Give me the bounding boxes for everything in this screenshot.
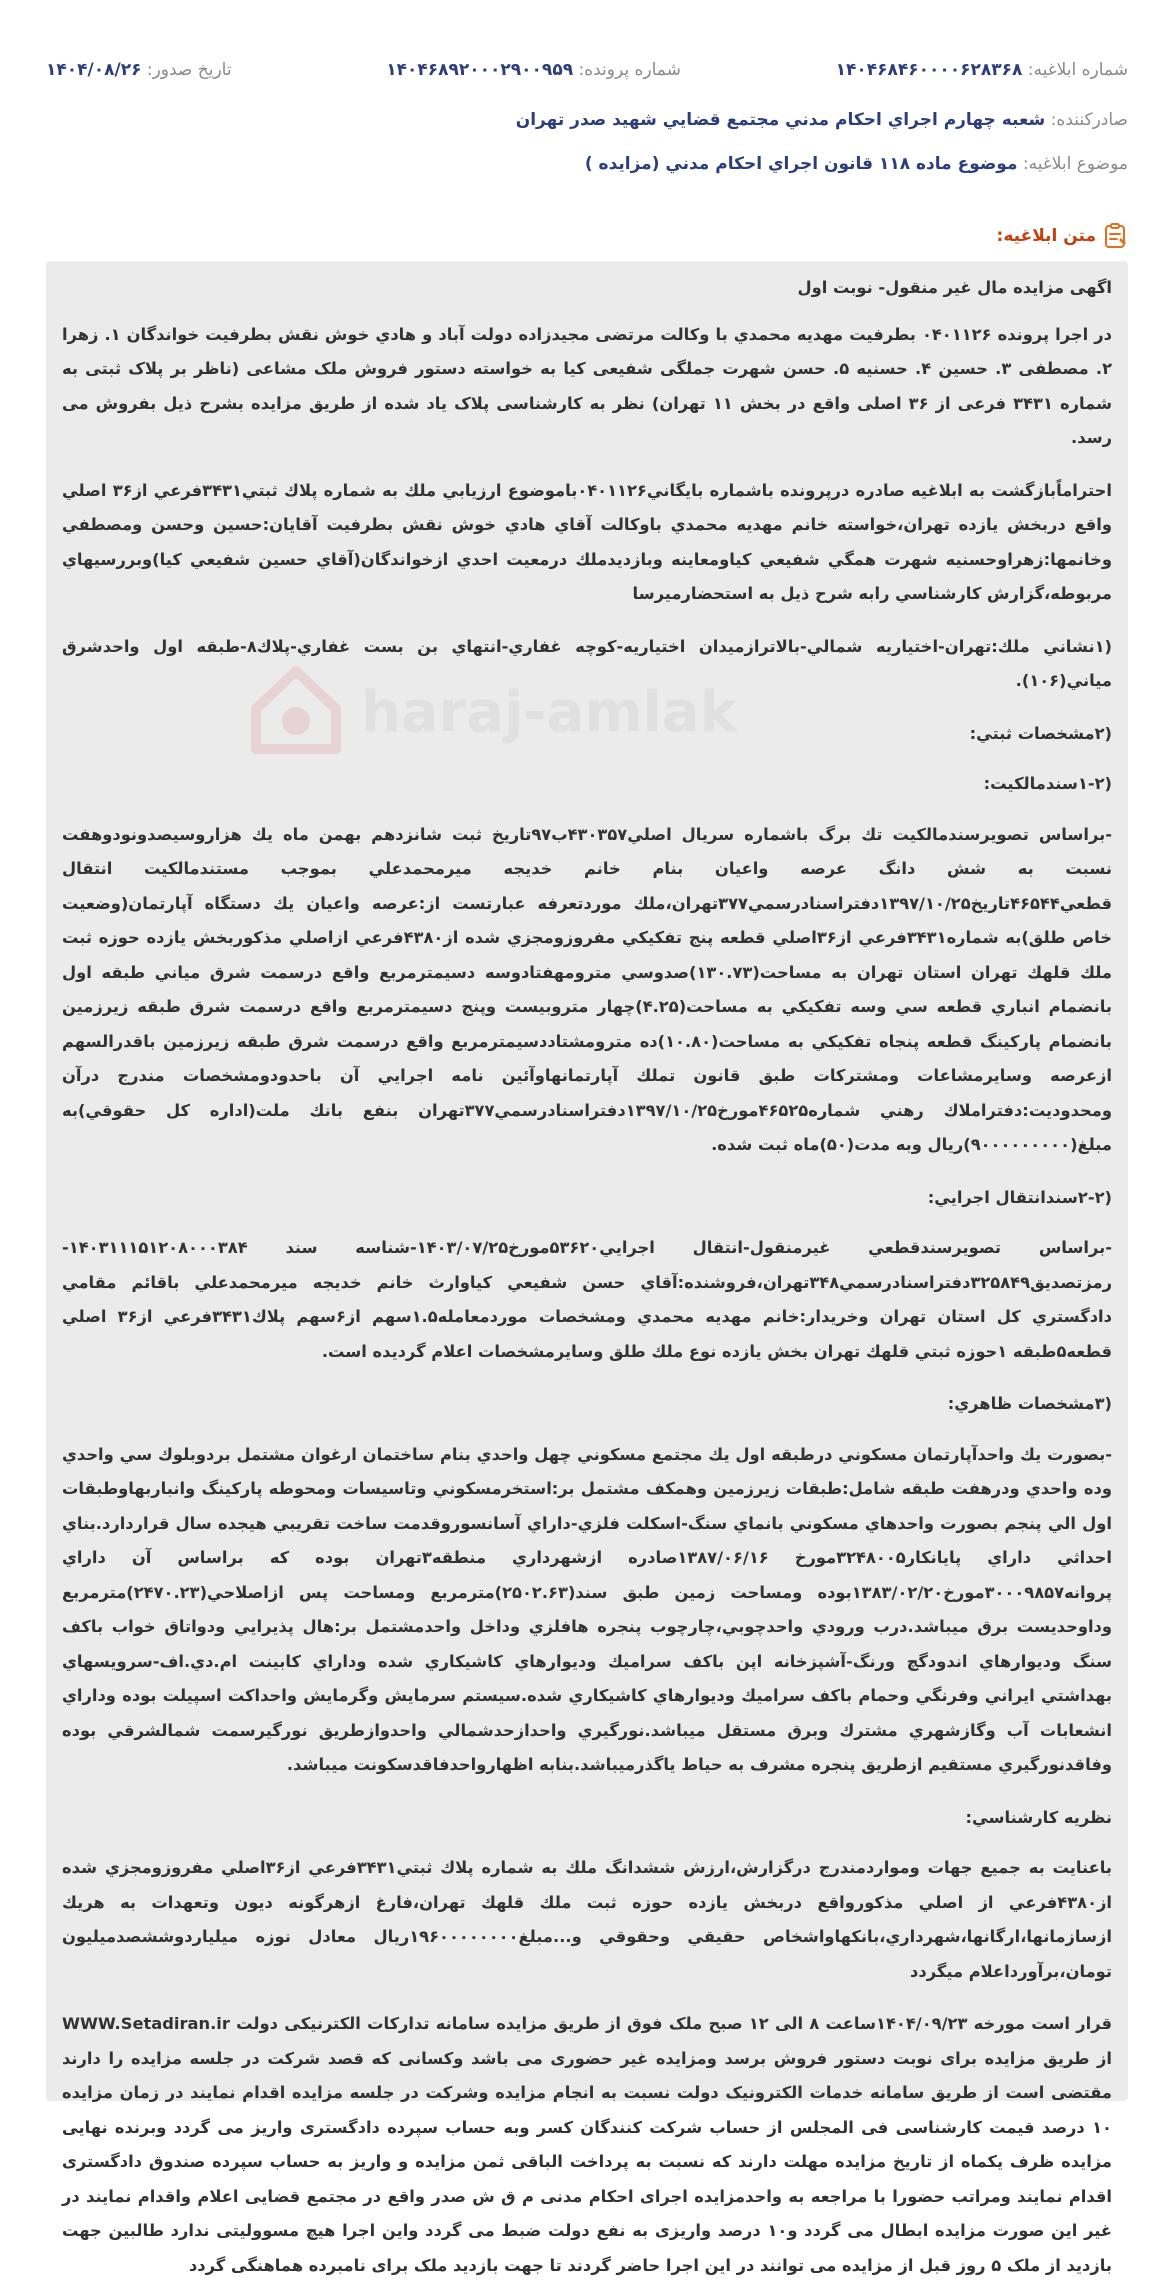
notice-number bbox=[836, 60, 1128, 80]
physical-specs-text: -بصورت يك واحدآپارتمان مسكوني درطبقه اول يك مجتمع مسكوني چهل واحدي بنام ساختمان ارغوان مشتمل بردوبلوك سي واحدي وده واحدي ودرهفت طبقه شامل:طبقات زيرزمين وهمكف مشتمل بر:استخرمسكوني وتاسيسات ومحوطه پاركينگ وانباربهاوطبقات اول الي پنجم بصورت واحدهاي مسكوني بانماي سنگ-اسكلت فلزي-داراي آسانسوروقدمت ساخت تقريبي هيجده سال قراردارد.بناي احداثي داراي پايانكار۳۲۴۸۰۰۵مورخ ۱۳۸۷/۰۶/۱۶صادره ازشهرداري منطقه۳تهران بوده كه براساس آن داراي پروانه۳۰۰۰۹۸۵۷مورخ۱۳۸۳/۰۲/۲۰بوده ومساحت زمين طبق سند(۲۵۰۲.۶۳)مترمربع ومساحت پس ازاصلاحي(۲۴۷۰.۲۳)مترمربع وداوحديست برق ميباشد.درب ورودي واحدچوبي،چارچوب پنجره هافلزي وداخل واحدمشتمل بر:هال پذيرايي ودواتاق خواب باكف سنگ وديوارهاي اندودگچ ورنگ-آشپزخانه اپن باكف سراميك وديوارهاي كاشيكاري شده وداراي كابينت ام.دي.اف-سرويسهاي بهداشتي ايراني وفرنگي وحمام باكف سراميك وديوارهاي كاشيكاري شده.سيستم سرمايش وگرمايش واحداكت اسپيلت بوده وداراي انشعابات آب وگازشهري مشترك وبرق مستقل ميباشد.نورگيري واحدازحدشمالي واحدوازطريق نورگيرسمت شمالشرقي بوده وفاقدنورگيري مستقيم ازطريق پنجره مشرف به حياط ياگذرميباشد.بنابه اظهارواحدفاقدسكونت ميباشد. bbox=[62, 1444, 1112, 1774]
document-text-icon bbox=[1104, 223, 1128, 249]
issue-date-label: تاریخ صدور: bbox=[146, 60, 232, 80]
issuer-line bbox=[46, 105, 1128, 135]
execution-transfer-text: -براساس تصويرسندقطعي غيرمنقول-انتقال اجرايي۵۳۶۲۰مورخ۱۴۰۳/۰۷/۲۵-شناسه سند ۱۴۰۳۱۱۱۵۱۲۰۸۰۰۰۳۸۴-رمزتصديق۳۲۵۸۴۹دفتراسنادرسمي۳۴۸تهران،فروشنده:آقاي حسن شفيعي كياوارث خانم خديجه ميرمحمدعلي باقائم مقامي دادگستري كل استان تهران وخريدار:خانم مهديه محمدي ومشخصات موردمعامله۱.۵سهم از۶سهم پلاك۳۴۳۱فرعي از۳۶ اصلي قطعه۵طبقه ۱حوزه ثبتي قلهك تهران بخش يازده نوع ملك طلق وسايرمشخصات اعلام گرديده است. bbox=[62, 1238, 1113, 1361]
case-number-label: شماره پرونده: bbox=[578, 60, 681, 80]
watermark-text: haraj-amlak bbox=[361, 680, 737, 745]
notice-number-value: ۱۴۰۴۶۸۴۶۰۰۰۰۶۲۸۳۶۸ bbox=[835, 60, 1023, 80]
issue-date-value: ۱۴۰۴/۰۸/۲۶ bbox=[46, 60, 142, 80]
physical-specs-heading: (۳مشخصات ظاهري: bbox=[947, 1394, 1112, 1413]
notice-number-label: شماره ابلاغیه: bbox=[1027, 60, 1128, 80]
ownership-deed-heading: (۱-۲سندمالكيت: bbox=[983, 774, 1112, 793]
subject-label: موضوع ابلاغیه: bbox=[1022, 154, 1128, 174]
execution-transfer-heading: (۲-۲سندانتقال اجرايي: bbox=[927, 1187, 1112, 1207]
case-number-value: ۱۴۰۴۶۸۹۲۰۰۰۲۹۰۰۹۵۹ bbox=[386, 60, 574, 80]
property-address: (۱نشاني ملك:تهران-اختياريه شمالي-بالاترازميدان اختياريه-كوچه غفاري-انتهاي بن بست غفاري-پلاك۸-طبقه اول واحدشرق مياني(۱۰۶). bbox=[62, 636, 1112, 690]
notice-content-box bbox=[46, 261, 1128, 2275]
notice-paragraph-2: احتراماًبازگشت به ابلاغيه صادره درپرونده باشماره بايگاني۰۴۰۱۱۲۶باموضوع ارزيابي ملك به شماره پلاك ثبتي۳۴۳۱فرعي از۳۶ اصلي واقع دربخش يازده تهران،خواسته خانم مهديه محمدي باوكالت آقاي هادي خوش نقش بطرفيت آقايان:حسين وحسن ومصطفي وخانمها:زهراوحسنيه شهرت همگي شفيعي كياومعاينه وبازديدملك درمعيت احدي ازخواندگان(آقاي حسين شفيعي كيا)وبررسيهاي مربوطه،گزارش كارشناسي رابه شرح ذيل به استحضارميرسا bbox=[62, 480, 1112, 603]
case-number bbox=[386, 60, 681, 80]
auction-terms-text: قرار است مورخه ۱۴۰۴/۰۹/۲۳ساعت ۸ الی ۱۲ صبح ملک فوق از طریق مزایده سامانه تدارکات الکترنیکی دولت WWW.Setadiran.ir از طریق مزایده برای نوبت دستور فروش برسد ومزایده غیر حضوری می باشد وکسانی که قصد شرکت در جلسه مزایده را دارند مقتضی است از طریق سامانه خدمات الکترونیک دولت نسبت به انجام مزایده وشرکت در جلسه مزایده اقدام نمایند در زمان مزایده ۱۰ درصد قیمت کارشناسی فی المجلس از حساب شرکت کنندگان کسر وبه حساب سپرده دادگستری واریز می گردد وبرنده نهایی مزایده ظرف یکماه از تاریخ مزایده مهلت دارند که نسبت به پرداخت الباقی ثمن مزایده و واریز به حساب سپرده صندوق دادگستری اقدام نمایند ومراتب حضورا با مراجعه به واحدمزایده اجرای احکام مدنی م ق ش صدر واقع در مجتمع قضایی اعلام واقدام نمایند در غیر این صورت مزایده ابطال می گردد و۱۰ درصد واریزی به نفع دولت ضبط می گردد واین اجرا هیچ مسوولیتی ندارد طالبین جهت بازدید از ملک ۵ روز قبل از مزایده می توانند در این اجرا حاضر گردند تا جهت بازدید ملک برای نامبرده هماهنگی گردد bbox=[62, 2014, 1113, 2275]
issuer-value: شعبه چهارم اجراي احكام مدني مجتمع قضايي شهيد صدر تهران bbox=[515, 110, 1046, 130]
notice-meta-row bbox=[46, 55, 1128, 85]
expert-opinion-text: باعنايت به جميع جهات ومواردمندرج درگزارش،ارزش ششدانگ ملك به شماره پلاك ثبتي۳۴۳۱فرعي از۳۶اصلي مفروزومجزي شده از۴۳۸۰فرعي از اصلي مذكورواقع دربخش يازده حوزه ثبت ملك قلهك تهران،فارغ ازهرگونه ديون وتعهدات به هريك ازسازمانها،ارگانها،شهرداري،بانكهاواشخاص حقيقي وحقوقي و...مبلغ۱۹۶۰۰۰۰۰۰۰۰ريال معادل نوزه ميلياردوششصدميليون تومان،برآورداعلام ميگردد bbox=[62, 1858, 1113, 1981]
issue-date bbox=[46, 60, 232, 80]
subject-value: موضوع ماده ۱۱۸ قانون اجراي احكام مدني (مزايده ) bbox=[584, 154, 1018, 174]
notice-text-heading bbox=[46, 223, 1128, 249]
ownership-deed-text: -براساس تصويرسندمالكيت تك برگ باشماره سريال اصلي۴۳۰۳۵۷ب۹۷تاريخ ثبت شانزدهم بهمن ماه يك هزاروسيصدونودوهفت نسبت به شش دانگ عرصه واعيان بنام خانم خديجه ميرمحمدعلي بموجب مستندمالكيت انتقال قطعي۴۶۵۴۴تاريخ۱۳۹۷/۱۰/۲۵دفتراسنادرسمي۳۷۷تهران،ملك موردتعرفه عبارتست از:عرصه واعيان يك دستگاه آپارتمان(وضعيت خاص طلق)به شماره۳۴۳۱فرعي از۳۶اصلي قطعه پنج تفكيكي مفروزومجزي شده از۴۳۸۰فرعي ازاصلي مذكوربخش يازده حوزه ثبت ملك قلهك تهران استان تهران به مساحت(۱۳۰.۷۳)صدوسي مترومهفتادوسه دسيمترمربع واقع درسمت شرق مياني طبقه اول بانضمام انباري قطعه سي وسه تفكيكي به مساحت(۴.۲۵)چهار متروبيست وپنج دسيمترمربع واقع درسمت شرق طبقه زيرزمين بانضمام پاركينگ قطعه پنجاه تفكيكي به مساحت(۱۰.۸۰)ده مترومشتاددسيمترمربع واقع درسمت شرق طبقه زيرزمين باقدرالسهم ازعرصه وسايرمشاعات ومشتركات طبق قانون تملك آپارتمانهاوآئين نامه اجرايي آن باحدودومشخصات مندرج درآن ومحدوديت:دفتراملاك رهني شماره۴۶۵۲۵مورخ۱۳۹۷/۱۰/۲۵دفتراسنادرسمي۳۷۷تهران بنفع بانك ملت(اداره كل حقوقي)به مبلغ(۹۰۰۰۰۰۰۰۰۰)ريال وبه مدت(۵۰)ماه ثبت شده. bbox=[62, 824, 1113, 1154]
notice-paragraph-1: در اجرا پرونده ۰۴۰۱۱۲۶ بطرفيت مهديه محمدي با وكالت مرتضی مجيدزاده دولت آباد و هادي خوش نقش بطرفیت خواندگان ۱. زهرا ۲. مصطفی ۳. حسین ۴. حسنیه ۵. حسن شهرت جملگی شفیعی کیا به خواسته دستور فروش ملک مشاعی (ناظر بر پلاک ثبتی به شماره ۳۴۳۱ فرعی از ۳۶ اصلی واقع در بخش ۱۱ تهران) نظر به کارشناسی پلاک یاد شده از طریق مزایده بشرح ذیل بفروش می رسد. bbox=[62, 324, 1112, 447]
notice-title: اگهی مزایده مال غیر منقول- نوبت اول bbox=[797, 278, 1112, 297]
notice-text-title: متن ابلاغیه: bbox=[996, 226, 1096, 246]
expert-opinion-heading: نظريه كارشناسي: bbox=[965, 1807, 1112, 1827]
registration-heading: (۲مشخصات ثبتي: bbox=[969, 723, 1112, 743]
subject-line bbox=[46, 149, 1128, 179]
issuer-label: صادرکننده: bbox=[1050, 110, 1128, 130]
